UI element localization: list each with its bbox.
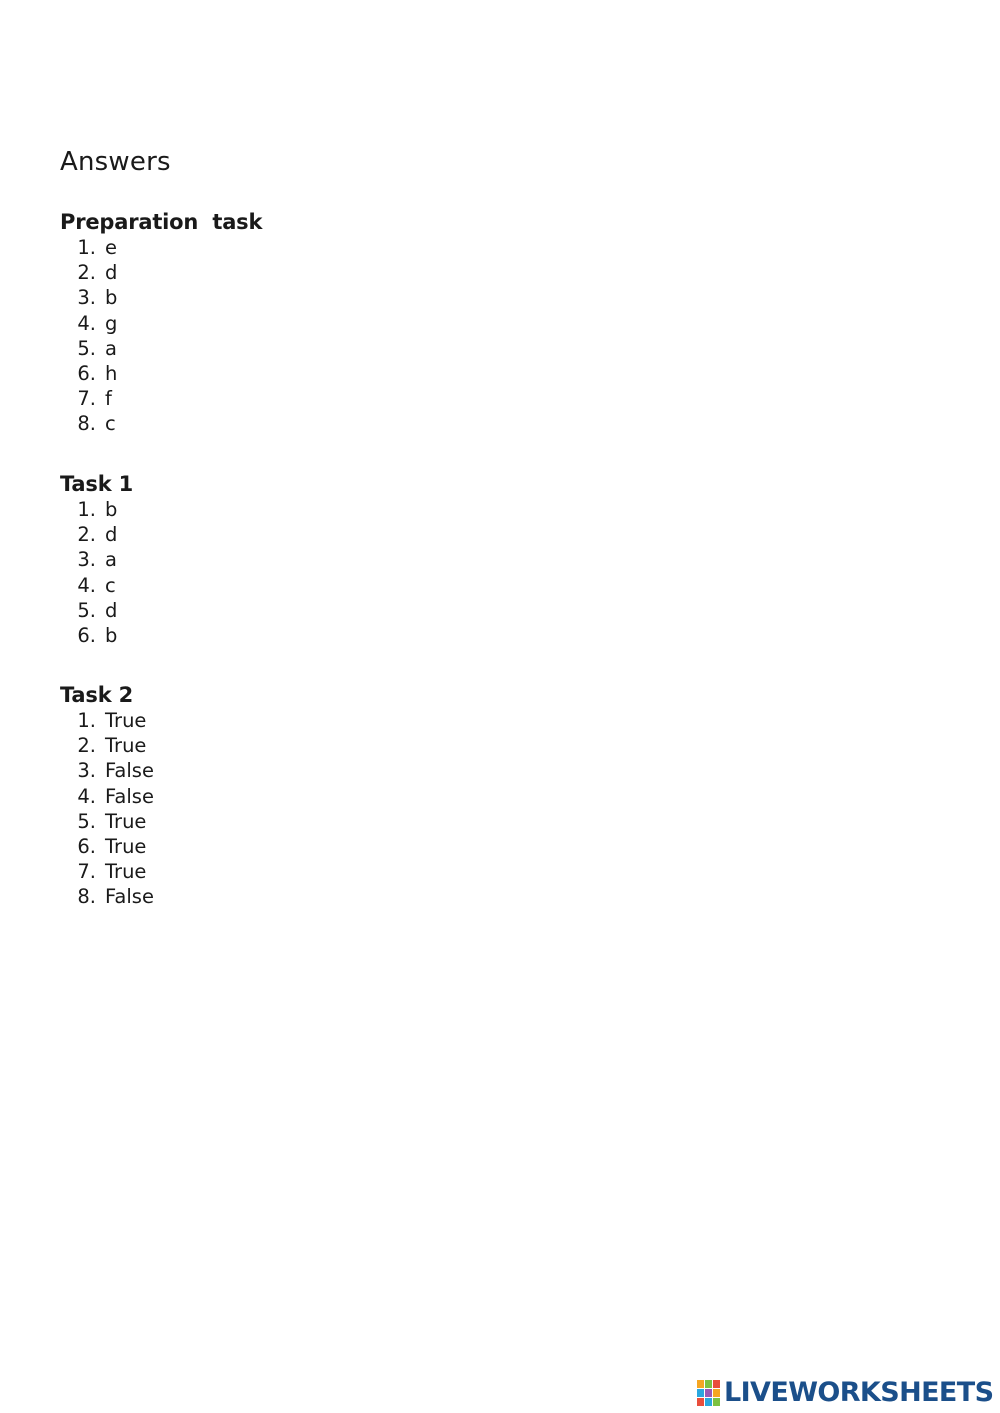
list-item [60,497,133,522]
list-item [60,573,133,598]
item-number: 2. [77,734,96,758]
item-answer: f [105,387,112,411]
item-number: 1. [77,498,96,521]
item-number: 4. [77,311,96,335]
item-answer: True [105,709,147,732]
item-number: 6. [77,834,96,858]
liveworksheets-brand-text: LIVEWORKSHEETS [724,1377,994,1408]
item-answer: b [105,498,118,521]
item-answer: d [105,523,118,547]
answer-list [60,497,133,648]
item-number: 3. [77,286,96,310]
item-number: 8. [77,412,96,436]
item-answer: a [105,336,117,360]
list-item [60,336,262,361]
item-answer: c [105,412,116,436]
item-number: 3. [77,759,96,783]
item-number: 5. [77,336,96,360]
item-number: 6. [77,361,96,385]
section-heading: Task 1 [60,472,133,496]
item-number: 4. [77,784,96,808]
item-answer: h [105,361,118,385]
liveworksheets-logo [697,1378,993,1408]
item-answer: False [105,784,154,808]
item-answer: False [105,885,154,909]
item-answer: d [105,598,118,622]
item-answer: b [105,286,118,310]
item-answer: b [105,623,118,647]
answer-list [60,235,262,437]
section-task-2 [60,682,154,910]
list-item [60,285,262,310]
item-answer: c [105,573,116,597]
list-item [60,598,133,623]
item-answer: e [105,236,117,259]
section-heading: Preparation task [60,210,263,234]
item-number: 3. [77,548,96,572]
list-item [60,784,154,809]
list-item [60,235,262,260]
item-number: 6. [77,623,96,647]
list-item [60,361,262,386]
list-item [60,311,262,336]
list-item [60,758,154,783]
item-answer: True [105,734,147,758]
item-number: 1. [77,709,96,732]
list-item [60,623,133,648]
item-number: 5. [77,598,96,622]
item-answer: False [105,759,154,783]
list-item [60,884,154,909]
list-item [60,386,262,411]
liveworksheets-logo-icon [697,1380,721,1406]
item-number: 1. [77,236,96,259]
item-answer: d [105,261,118,285]
item-answer: a [105,548,117,572]
section-preparation-task [60,209,262,437]
item-answer: True [105,860,147,884]
section-task-1 [60,471,133,648]
item-number: 5. [77,809,96,833]
page-title: Answers [60,147,171,177]
item-answer: True [105,809,147,833]
item-number: 7. [77,387,96,411]
list-item [60,260,262,285]
item-number: 4. [77,573,96,597]
list-item [60,809,154,834]
list-item [60,733,154,758]
item-number: 2. [77,261,96,285]
list-item [60,547,133,572]
item-answer: g [105,311,118,335]
item-number: 8. [77,885,96,909]
item-number: 7. [77,860,96,884]
list-item [60,522,133,547]
list-item [60,708,154,733]
item-number: 2. [77,523,96,547]
list-item [60,834,154,859]
answer-list [60,708,154,910]
list-item [60,859,154,884]
item-answer: True [105,834,147,858]
section-heading: Task 2 [60,683,133,707]
list-item [60,411,262,436]
